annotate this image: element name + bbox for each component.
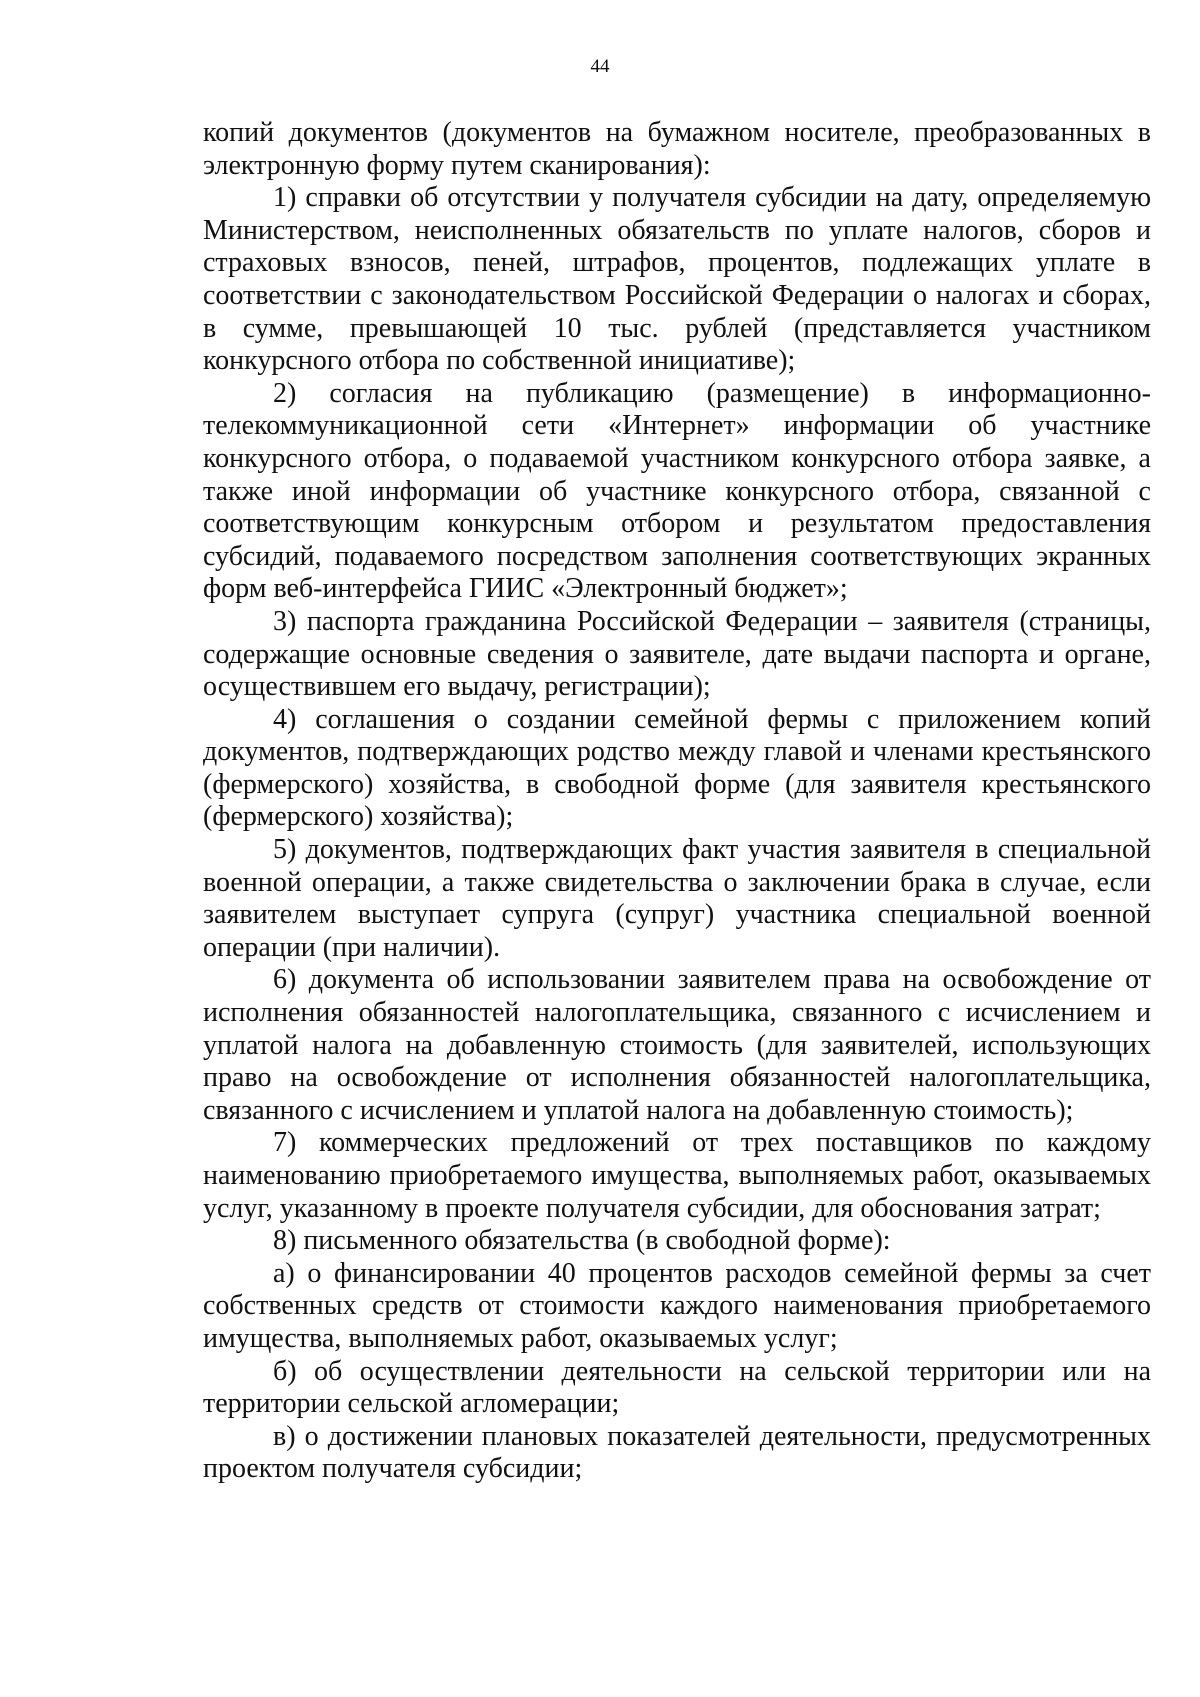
paragraph-item-2: 2) согласия на публикацию (размещение) в информационно-телекоммуникационной сети «Интернет» информации об участнике конкурсного отбора, о подаваемой участником конкурсного отбора заявке, а также иной информации об участнике конкурсного отбора, связанной с соответствующим конкурсным отбором и результатом предоставления субсидий, подаваемого посредством заполнения соответствующих экранных форм веб-интерфейса ГИИС «Электронный бюджет»; (203, 377, 1151, 605)
paragraph-item-7: 7) коммерческих предложений от трех поставщиков по каждому наименованию приобретаемого имущества, выполняемых работ, оказываемых услуг, указанному в проекте получателя субсидии, для обоснования затрат; (203, 1127, 1151, 1224)
page-number: 44 (590, 56, 610, 77)
paragraph-subitem-b: б) об осуществлении деятельности на сельской территории или на территории сельской агломерации; (203, 1355, 1151, 1420)
paragraph-subitem-v: в) о достижении плановых показателей деятельности, предусмотренных проектом получателя субсидии; (203, 1420, 1151, 1485)
document-body (203, 117, 1151, 1486)
paragraph-item-1: 1) справки об отсутствии у получателя субсидии на дату, определяемую Министерством, неисполненных обязательств по уплате налогов, сборов и страховых взносов, пеней, штрафов, процентов, подлежащих уплате в соответствии с законодательством Российской Федерации о налогах и сборах, в сумме, превышающей 10 тыс. рублей (представляется участником конкурсного отбора по собственной инициативе); (203, 182, 1151, 377)
paragraph-item-6: 6) документа об использовании заявителем права на освобождение от исполнения обязанностей налогоплательщика, связанного с исчислением и уплатой налога на добавленную стоимость (для заявителей, использующих право на освобождение от исполнения обязанностей налогоплательщика, связанного с исчислением и уплатой налога на добавленную стоимость); (203, 964, 1151, 1126)
paragraph-item-3: 3) паспорта гражданина Российской Федерации – заявителя (страницы, содержащие основные сведения о заявителе, дате выдачи паспорта и органе, осуществившем его выдачу, регистрации); (203, 605, 1151, 703)
paragraph-item-8: 8) письменного обязательства (в свободной форме): (273, 1225, 891, 1257)
paragraph-item-4: 4) соглашения о создании семейной фермы с приложением копий документов, подтверждающих родство между главой и членами крестьянского (фермерского) хозяйства, в свободной форме (для заявителя крестьянского (фермерского) хозяйства); (203, 703, 1151, 833)
paragraph-intro: копий документов (документов на бумажном носителе, преобразованных в электронную форму путем сканирования): (203, 117, 1151, 181)
paragraph-item-5: 5) документов, подтверждающих факт участия заявителя в специальной военной операции, а также свидетельства о заключении брака в случае, если заявителем выступает супруга (супруг) участника специальной военной операции (при наличии). (203, 834, 1151, 963)
paragraph-subitem-a: а) о финансировании 40 процентов расходов семейной фермы за счет собственных средств от стоимости каждого наименования приобретаемого имущества, выполняемых работ, оказываемых услуг; (203, 1257, 1151, 1354)
